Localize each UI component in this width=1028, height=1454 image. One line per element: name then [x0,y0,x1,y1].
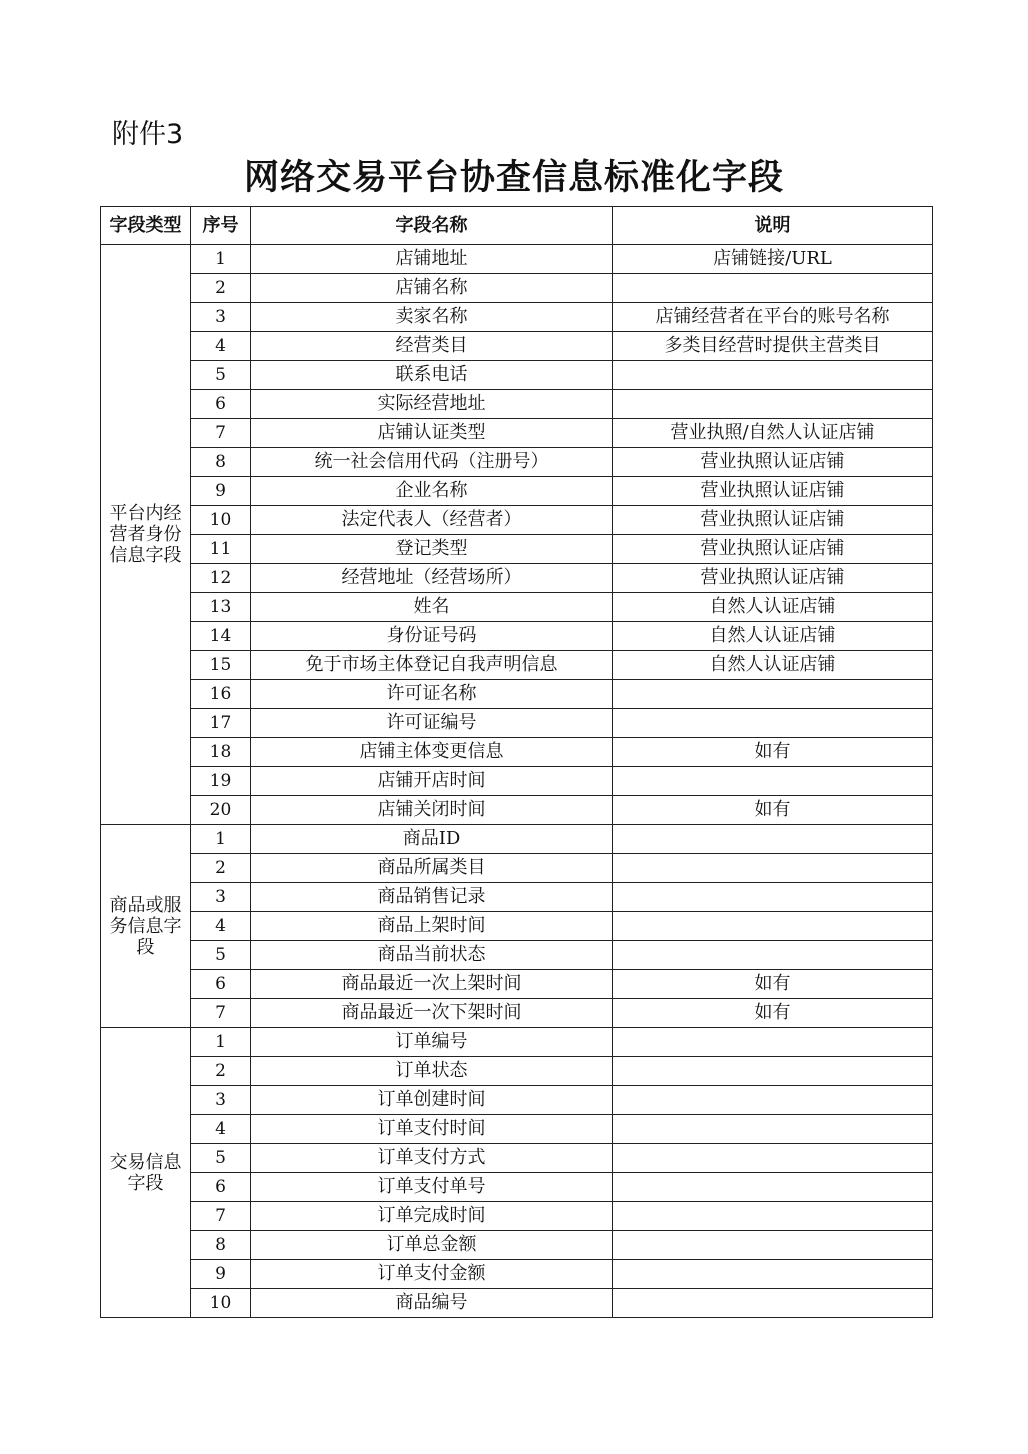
field-name-cell: 店铺开店时间 [251,767,613,796]
table-row [101,767,933,796]
table-row [101,622,933,651]
field-name-cell: 法定代表人（经营者） [251,506,613,535]
seq-cell: 3 [191,883,251,912]
seq-cell: 8 [191,448,251,477]
seq-cell: 7 [191,419,251,448]
field-name-cell: 经营地址（经营场所） [251,564,613,593]
note-cell: 店铺经营者在平台的账号名称 [613,303,933,332]
field-name-cell: 店铺名称 [251,274,613,303]
field-name-cell: 订单总金额 [251,1231,613,1260]
column-header-field-name: 字段名称 [251,207,613,245]
table-row [101,999,933,1028]
note-cell [613,941,933,970]
seq-cell: 4 [191,912,251,941]
note-cell: 营业执照/自然人认证店铺 [613,419,933,448]
field-type-cell: 平台内经营者身份信息字段 [101,245,191,825]
table-row [101,1057,933,1086]
table-row [101,564,933,593]
table-row [101,1231,933,1260]
note-cell: 如有 [613,738,933,767]
table-row [101,883,933,912]
table-body [101,245,933,1318]
seq-cell: 2 [191,274,251,303]
attachment-label: 附件3 [112,119,184,150]
field-name-cell: 订单编号 [251,1028,613,1057]
table-row [101,1115,933,1144]
field-name-cell: 免于市场主体登记自我声明信息 [251,651,613,680]
note-cell: 营业执照认证店铺 [613,564,933,593]
table-row [101,390,933,419]
seq-cell: 4 [191,332,251,361]
field-type-cell: 商品或服务信息字段 [101,825,191,1028]
table-row [101,738,933,767]
table-row [101,274,933,303]
seq-cell: 19 [191,767,251,796]
note-cell: 营业执照认证店铺 [613,506,933,535]
field-name-cell: 订单支付金额 [251,1260,613,1289]
table-row [101,1086,933,1115]
table-row [101,477,933,506]
seq-cell: 5 [191,941,251,970]
field-name-cell: 卖家名称 [251,303,613,332]
column-header-seq: 序号 [191,207,251,245]
field-name-cell: 许可证编号 [251,709,613,738]
table-row [101,1260,933,1289]
seq-cell: 3 [191,303,251,332]
field-name-cell: 企业名称 [251,477,613,506]
seq-cell: 3 [191,1086,251,1115]
note-cell [613,390,933,419]
table-row [101,854,933,883]
field-name-cell: 店铺关闭时间 [251,796,613,825]
seq-cell: 15 [191,651,251,680]
field-name-cell: 订单状态 [251,1057,613,1086]
seq-cell: 18 [191,738,251,767]
note-cell: 营业执照认证店铺 [613,535,933,564]
table-row [101,912,933,941]
field-name-cell: 订单完成时间 [251,1202,613,1231]
table-row [101,303,933,332]
seq-cell: 10 [191,506,251,535]
field-name-cell: 商品编号 [251,1289,613,1318]
field-name-cell: 商品最近一次下架时间 [251,999,613,1028]
seq-cell: 2 [191,1057,251,1086]
table-row [101,1173,933,1202]
note-cell: 如有 [613,970,933,999]
note-cell [613,767,933,796]
field-name-cell: 店铺主体变更信息 [251,738,613,767]
note-cell [613,1231,933,1260]
table-row [101,1202,933,1231]
table-row [101,448,933,477]
seq-cell: 6 [191,1173,251,1202]
column-header-field-type: 字段类型 [101,207,191,245]
note-cell [613,1173,933,1202]
seq-cell: 9 [191,1260,251,1289]
table-row [101,361,933,390]
seq-cell: 20 [191,796,251,825]
seq-cell: 6 [191,390,251,419]
note-cell [613,1260,933,1289]
note-cell: 自然人认证店铺 [613,651,933,680]
field-name-cell: 商品销售记录 [251,883,613,912]
note-cell [613,854,933,883]
seq-cell: 14 [191,622,251,651]
field-name-cell: 统一社会信用代码（注册号） [251,448,613,477]
field-name-cell: 许可证名称 [251,680,613,709]
field-name-cell: 订单支付单号 [251,1173,613,1202]
table-row [101,680,933,709]
fields-table [100,206,933,1318]
note-cell: 店铺链接/URL [613,245,933,274]
note-cell [613,709,933,738]
seq-cell: 9 [191,477,251,506]
page-title: 网络交易平台协查信息标准化字段 [243,158,784,198]
note-cell: 多类目经营时提供主营类目 [613,332,933,361]
note-cell [613,1086,933,1115]
field-name-cell: 订单创建时间 [251,1086,613,1115]
note-cell: 如有 [613,999,933,1028]
note-cell [613,1028,933,1057]
table-row [101,1028,933,1057]
field-name-cell: 商品ID [251,825,613,854]
seq-cell: 1 [191,245,251,274]
table-row [101,651,933,680]
seq-cell: 5 [191,1144,251,1173]
field-name-cell: 商品上架时间 [251,912,613,941]
field-name-cell: 商品所属类目 [251,854,613,883]
field-name-cell: 实际经营地址 [251,390,613,419]
note-cell: 营业执照认证店铺 [613,448,933,477]
note-cell [613,1057,933,1086]
table-row [101,419,933,448]
field-name-cell: 姓名 [251,593,613,622]
table-row [101,941,933,970]
note-cell [613,680,933,709]
table-row [101,709,933,738]
seq-cell: 17 [191,709,251,738]
seq-cell: 2 [191,854,251,883]
note-cell: 营业执照认证店铺 [613,477,933,506]
field-name-cell: 店铺认证类型 [251,419,613,448]
note-cell [613,274,933,303]
table-row [101,1289,933,1318]
seq-cell: 10 [191,1289,251,1318]
seq-cell: 4 [191,1115,251,1144]
table-row [101,593,933,622]
table-row [101,245,933,274]
field-name-cell: 登记类型 [251,535,613,564]
table-row [101,332,933,361]
note-cell [613,1289,933,1318]
field-name-cell: 店铺地址 [251,245,613,274]
seq-cell: 8 [191,1231,251,1260]
note-cell: 如有 [613,796,933,825]
note-cell [613,883,933,912]
seq-cell: 12 [191,564,251,593]
seq-cell: 7 [191,1202,251,1231]
field-name-cell: 订单支付时间 [251,1115,613,1144]
note-cell [613,825,933,854]
seq-cell: 13 [191,593,251,622]
note-cell [613,361,933,390]
table-row [101,535,933,564]
seq-cell: 5 [191,361,251,390]
seq-cell: 1 [191,1028,251,1057]
note-cell [613,912,933,941]
field-name-cell: 经营类目 [251,332,613,361]
table-header-row [101,207,933,245]
table-row [101,1144,933,1173]
note-cell [613,1202,933,1231]
table-row [101,825,933,854]
seq-cell: 7 [191,999,251,1028]
field-type-cell: 交易信息字段 [101,1028,191,1318]
note-cell: 自然人认证店铺 [613,593,933,622]
table-row [101,506,933,535]
column-header-note: 说明 [613,207,933,245]
field-name-cell: 商品最近一次上架时间 [251,970,613,999]
field-name-cell: 订单支付方式 [251,1144,613,1173]
table-row [101,970,933,999]
table-row [101,796,933,825]
note-cell [613,1144,933,1173]
seq-cell: 16 [191,680,251,709]
field-name-cell: 身份证号码 [251,622,613,651]
seq-cell: 1 [191,825,251,854]
field-name-cell: 联系电话 [251,361,613,390]
seq-cell: 6 [191,970,251,999]
note-cell [613,1115,933,1144]
field-name-cell: 商品当前状态 [251,941,613,970]
seq-cell: 11 [191,535,251,564]
note-cell: 自然人认证店铺 [613,622,933,651]
